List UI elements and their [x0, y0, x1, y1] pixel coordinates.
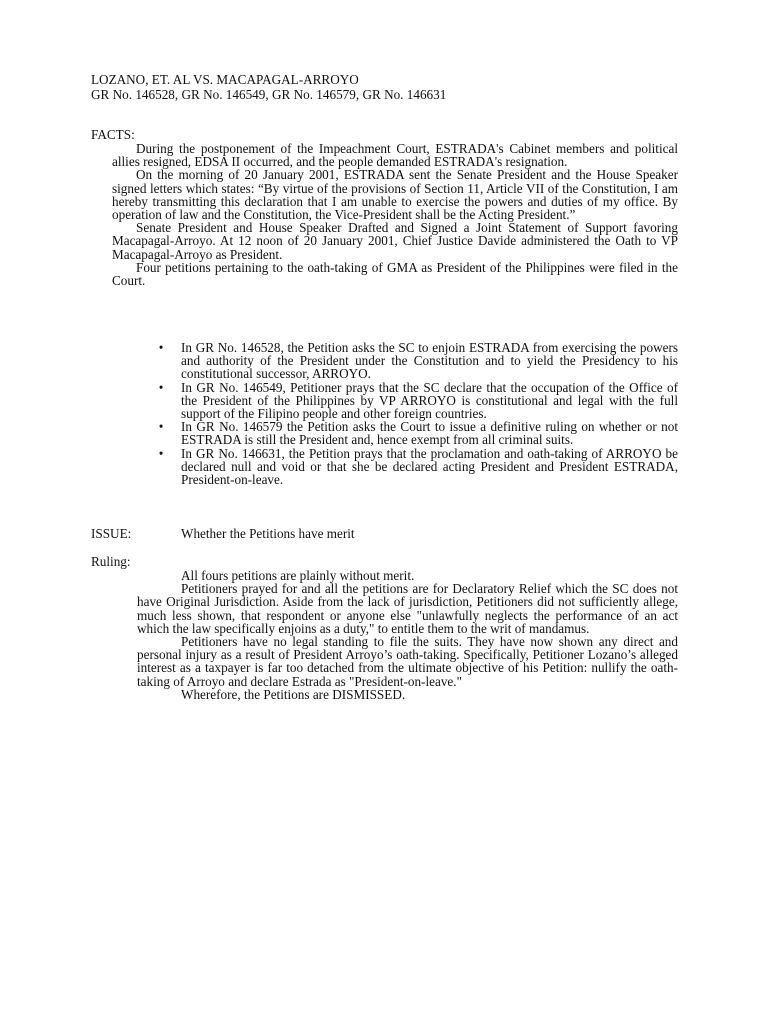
ruling-section	[137, 569, 678, 701]
ruling-paragraph: Petitioners have no legal standing to file the suits. They have now shown any direct and personal injury as a result of President Arroyo’s oath-taking. Specifically, Petitioner Lozano’s alleged interest as a taxpayer is far too detached from the ultimate objective of his Petition: nullify the oath-taking of Arroyo and declare Estrada as "President-on-leave."	[137, 634, 678, 689]
petitions-list	[155, 341, 678, 486]
list-item-text: In GR No. 146579 the Petition asks the Court to issue a definitive ruling on whether or not ESTRADA is still the President and, hence exempt from all criminal suits.	[181, 419, 678, 448]
case-heading	[91, 72, 691, 102]
bullet-icon: •	[158, 340, 164, 355]
bullet-icon: •	[158, 445, 164, 461]
bullet-icon: •	[158, 419, 164, 435]
list-item-text: In GR No. 146549, Petitioner prays that the SC declare that the occupation of the Office of the President of the Philippines by VP ARROYO is constitutional and legal with the full support of the Filipino people and other foreign countries.	[181, 379, 678, 422]
bullet-icon: •	[158, 379, 164, 395]
facts-label: FACTS:	[91, 127, 135, 142]
facts-paragraph: On the morning of 20 January 2001, ESTRADA sent the Senate President and the House Speaker signed letters which states: “By virtue of the provisions of Section 11, Article VII of the Constitution, I am hereby transmitting this declaration that I am unable to exercise the powers and duties of my office. By operation of law and the Constitution, the Vice-President shall be the Acting President.”	[112, 167, 678, 223]
list-item	[155, 447, 678, 487]
case-title: LOZANO, ET. AL VS. MACAPAGAL-ARROYO	[91, 72, 359, 87]
list-item	[155, 341, 678, 381]
case-numbers: GR No. 146528, GR No. 146549, GR No. 146579, GR No. 146631	[91, 87, 447, 102]
facts-paragraph: Senate President and House Speaker Drafted and Signed a Joint Statement of Support favoring Macapagal-Arroyo. At 12 noon of 20 January 2001, Chief Justice Davide administered the Oath to VP Macapagal-Arroyo as President.	[112, 220, 678, 262]
list-item-text: In GR No. 146528, the Petition asks the SC to enjoin ESTRADA from exercising the powers and authority of the President under the Constitution and to yield the Presidency to his constitutional successor, ARROYO.	[181, 340, 678, 382]
facts-paragraph: Four petitions pertaining to the oath-taking of GMA as President of the Philippines were filed in the Court.	[112, 259, 678, 289]
ruling-paragraph: Wherefore, the Petitions are DISMISSED.	[181, 686, 406, 702]
facts-section	[112, 142, 678, 287]
list-item	[155, 420, 678, 446]
ruling-paragraph: Petitioners prayed for and all the petitions are for Declaratory Relief which the SC does not have Original Jurisdiction. Aside from the lack of jurisdiction, Petitioners did not sufficiently allege, much less shown, that respondent or anyone else "unlawfully neglects the performance of an act which the law specifically enjoins as a duty," to entitle them to the writ of mandamus.	[137, 581, 678, 636]
issue-label: ISSUE:	[91, 526, 132, 541]
list-item-text: In GR No. 146631, the Petition prays that the proclamation and oath-taking of ARROYO be declared null and void or that she be declared acting President and President ESTRADA, President-on-leave.	[181, 445, 678, 488]
list-item	[155, 381, 678, 421]
issue-text: Whether the Petitions have merit	[181, 526, 355, 541]
ruling-paragraph: All fours petitions are plainly without merit.	[181, 568, 415, 583]
facts-paragraph: During the postponement of the Impeachment Court, ESTRADA's Cabinet members and political allies resigned, EDSA II occurred, and the people demanded ESTRADA's resignation.	[112, 141, 678, 170]
ruling-label: Ruling:	[91, 554, 131, 569]
